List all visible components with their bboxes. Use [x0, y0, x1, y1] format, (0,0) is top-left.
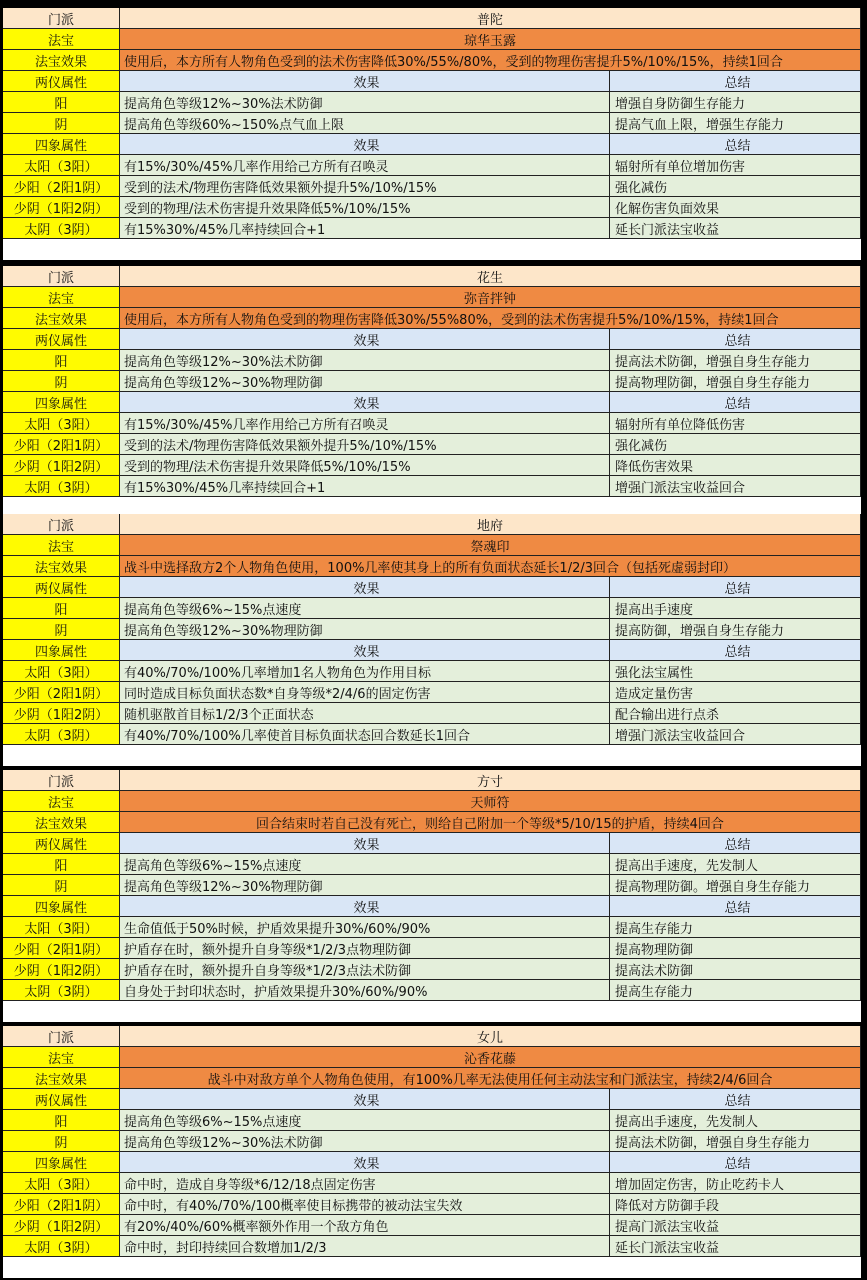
attr-name: 阳: [3, 92, 120, 112]
attr-summary: 强化减伤: [610, 176, 861, 196]
effect-header: 效果: [120, 1089, 610, 1109]
attr-row: [3, 197, 861, 218]
attr-summary: 延长门派法宝收益: [610, 1236, 861, 1256]
attr-name: 少阳（2阳1阴）: [3, 682, 120, 702]
effect-header: 效果: [120, 392, 610, 412]
attr-effect: 命中时，造成自身等级*6/12/18点固定伤害: [120, 1173, 610, 1193]
four-attr-label: 四象属性: [3, 134, 120, 154]
attr-row: [3, 113, 861, 134]
effect-header: 效果: [120, 833, 610, 853]
attr-name: 少阳（2阳1阴）: [3, 434, 120, 454]
attr-row: [3, 959, 861, 980]
treasure-name: 祭魂印: [120, 535, 861, 555]
summary-header: 总结: [610, 833, 861, 853]
summary-header: 总结: [610, 329, 861, 349]
attr-row: [3, 724, 861, 745]
effect-header: 效果: [120, 71, 610, 91]
attr-name: 阴: [3, 875, 120, 895]
treasure-row: [3, 29, 861, 50]
attr-row: [3, 476, 861, 497]
attr-name: 阴: [3, 1131, 120, 1151]
four-attr-header: [3, 1152, 861, 1173]
sect-block: [3, 8, 861, 260]
sect-name: 花生: [120, 266, 861, 286]
treasure-effect-text: 使用后，本方所有人物角色受到的法术伤害降低30%/55%/80%，受到的物理伤害提升5%/10%/15%，持续1回合: [120, 50, 861, 70]
attr-effect: 提高角色等级12%~30%法术防御: [120, 350, 610, 370]
attr-name: 太阳（3阳）: [3, 661, 120, 681]
attr-effect: 自身处于封印状态时，护盾效果提升30%/60%/90%: [120, 980, 610, 1000]
effect-header: 效果: [120, 134, 610, 154]
attr-row: [3, 619, 861, 640]
treasure-name: 天师符: [120, 791, 861, 811]
treasure-row: [3, 1047, 861, 1068]
attr-row: [3, 371, 861, 392]
treasure-name: 沁香花藤: [120, 1047, 861, 1067]
summary-header: 总结: [610, 71, 861, 91]
treasure-row: [3, 287, 861, 308]
treasure-label: 法宝: [3, 287, 120, 307]
attr-row: [3, 434, 861, 455]
sect-row: [3, 1026, 861, 1047]
effect-header: 效果: [120, 577, 610, 597]
attr-summary: 提高门派法宝收益: [610, 1215, 861, 1235]
attr-summary: 提高生存能力: [610, 980, 861, 1000]
summary-header: 总结: [610, 1152, 861, 1172]
attr-name: 太阳（3阳）: [3, 155, 120, 175]
four-attr-label: 四象属性: [3, 640, 120, 660]
attr-name: 少阴（1阳2阴）: [3, 703, 120, 723]
two-attr-header: [3, 71, 861, 92]
sect-block: [3, 514, 861, 766]
summary-header: 总结: [610, 392, 861, 412]
treasure-effect-label: 法宝效果: [3, 812, 120, 832]
attr-effect: 有15%/30%/45%几率作用给己方所有召唤灵: [120, 413, 610, 433]
attr-effect: 提高角色等级12%~30%物理防御: [120, 371, 610, 391]
sect-label: 门派: [3, 8, 120, 28]
attr-name: 阴: [3, 371, 120, 391]
attr-name: 阳: [3, 350, 120, 370]
attr-name: 太阳（3阳）: [3, 413, 120, 433]
sect-block: [3, 770, 861, 1022]
attr-effect: 受到的物理/法术伤害提升效果降低5%/10%/15%: [120, 455, 610, 475]
sect-block: [3, 1026, 861, 1278]
attr-effect: 有15%/30%/45%几率作用给己方所有召唤灵: [120, 155, 610, 175]
attr-summary: 提高出手速度，先发制人: [610, 1110, 861, 1130]
attr-summary: 降低对方防御手段: [610, 1194, 861, 1214]
two-attr-label: 两仪属性: [3, 329, 120, 349]
sect-label: 门派: [3, 514, 120, 534]
attr-name: 少阳（2阳1阴）: [3, 176, 120, 196]
attr-effect: 命中时，有40%/70%/100概率使目标携带的被动法宝失效: [120, 1194, 610, 1214]
attr-name: 少阴（1阳2阴）: [3, 455, 120, 475]
attr-effect: 命中时，封印持续回合数增加1/2/3: [120, 1236, 610, 1256]
attr-row: [3, 1215, 861, 1236]
effect-header: 效果: [120, 640, 610, 660]
attr-row: [3, 218, 861, 239]
attr-summary: 提高物理防御。增强自身生存能力: [610, 875, 861, 895]
attr-effect: 受到的物理/法术伤害提升效果降低5%/10%/15%: [120, 197, 610, 217]
treasure-effect-row: [3, 308, 861, 329]
four-attr-label: 四象属性: [3, 896, 120, 916]
attr-effect: 提高角色等级12%~30%物理防御: [120, 619, 610, 639]
attr-summary: 提高出手速度，先发制人: [610, 854, 861, 874]
attr-name: 太阴（3阴）: [3, 476, 120, 496]
attr-summary: 造成定量伤害: [610, 682, 861, 702]
four-attr-label: 四象属性: [3, 1152, 120, 1172]
attr-effect: 提高角色等级12%~30%法术防御: [120, 1131, 610, 1151]
treasure-effect-label: 法宝效果: [3, 556, 120, 576]
treasure-effect-row: [3, 812, 861, 833]
two-attr-label: 两仪属性: [3, 1089, 120, 1109]
two-attr-header: [3, 577, 861, 598]
attr-summary: 提高法术防御: [610, 959, 861, 979]
treasure-effect-row: [3, 1068, 861, 1089]
attr-row: [3, 1131, 861, 1152]
attr-effect: 受到的法术/物理伤害降低效果额外提升5%/10%/15%: [120, 176, 610, 196]
sect-name: 地府: [120, 514, 861, 534]
attr-row: [3, 682, 861, 703]
attr-summary: 强化减伤: [610, 434, 861, 454]
effect-header: 效果: [120, 896, 610, 916]
attr-summary: 提高气血上限，增强生存能力: [610, 113, 861, 133]
treasure-effect-text: 使用后，本方所有人物角色受到的物理伤害降低30%/55%80%，受到的法术伤害提升5%/10%/15%，持续1回合: [120, 308, 861, 328]
attr-effect: 护盾存在时，额外提升自身等级*1/2/3点物理防御: [120, 938, 610, 958]
sect-label: 门派: [3, 266, 120, 286]
attr-row: [3, 350, 861, 371]
attr-effect: 护盾存在时，额外提升自身等级*1/2/3点法术防御: [120, 959, 610, 979]
attr-summary: 提高物理防御，增强自身生存能力: [610, 371, 861, 391]
attr-effect: 提高角色等级60%~150%点气血上限: [120, 113, 610, 133]
treasure-row: [3, 791, 861, 812]
attr-name: 阴: [3, 619, 120, 639]
treasure-name: 弥音拌钟: [120, 287, 861, 307]
attr-name: 太阴（3阴）: [3, 218, 120, 238]
attr-summary: 增强门派法宝收益回合: [610, 724, 861, 744]
two-attr-header: [3, 329, 861, 350]
treasure-effect-text: 战斗中选择敌方2个人物角色使用，100%几率使其身上的所有负面状态延长1/2/3回合（包括死虚弱封印）: [120, 556, 861, 576]
attr-effect: 生命值低于50%时候，护盾效果提升30%/60%/90%: [120, 917, 610, 937]
attr-row: [3, 917, 861, 938]
attr-effect: 有40%/70%/100%几率增加1名人物角色为作用目标: [120, 661, 610, 681]
summary-header: 总结: [610, 577, 861, 597]
attr-row: [3, 1194, 861, 1215]
two-attr-label: 两仪属性: [3, 71, 120, 91]
two-attr-header: [3, 1089, 861, 1110]
treasure-effect-label: 法宝效果: [3, 1068, 120, 1088]
attr-summary: 提高防御，增强自身生存能力: [610, 619, 861, 639]
treasure-effect-text: 战斗中对敌方单个人物角色使用，有100%几率无法使用任何主动法宝和门派法宝，持续2/4/6回合: [120, 1068, 861, 1088]
attr-name: 阳: [3, 598, 120, 618]
attr-row: [3, 92, 861, 113]
attr-row: [3, 703, 861, 724]
attr-summary: 提高出手速度: [610, 598, 861, 618]
attr-row: [3, 1236, 861, 1257]
attr-summary: 增强自身防御生存能力: [610, 92, 861, 112]
attr-summary: 提高法术防御，增强自身生存能力: [610, 350, 861, 370]
effect-header: 效果: [120, 329, 610, 349]
attr-name: 少阴（1阳2阴）: [3, 197, 120, 217]
attr-summary: 增强门派法宝收益回合: [610, 476, 861, 496]
treasure-label: 法宝: [3, 29, 120, 49]
attr-summary: 提高物理防御: [610, 938, 861, 958]
attr-summary: 降低伤害效果: [610, 455, 861, 475]
effect-header: 效果: [120, 1152, 610, 1172]
summary-header: 总结: [610, 640, 861, 660]
attr-name: 太阳（3阳）: [3, 917, 120, 937]
four-attr-header: [3, 392, 861, 413]
attr-name: 阳: [3, 1110, 120, 1130]
treasure-effect-label: 法宝效果: [3, 50, 120, 70]
attr-name: 少阴（1阳2阴）: [3, 959, 120, 979]
attr-name: 少阳（2阳1阴）: [3, 1194, 120, 1214]
attr-summary: 强化法宝属性: [610, 661, 861, 681]
attr-name: 太阴（3阴）: [3, 1236, 120, 1256]
attr-name: 太阳（3阳）: [3, 1173, 120, 1193]
sect-label: 门派: [3, 1026, 120, 1046]
two-attr-label: 两仪属性: [3, 577, 120, 597]
treasure-effect-row: [3, 556, 861, 577]
sect-name: 女儿: [120, 1026, 861, 1046]
sect-row: [3, 8, 861, 29]
sect-row: [3, 514, 861, 535]
attr-name: 阴: [3, 113, 120, 133]
sect-row: [3, 770, 861, 791]
attr-row: [3, 455, 861, 476]
attr-row: [3, 155, 861, 176]
attr-summary: 提高生存能力: [610, 917, 861, 937]
treasure-label: 法宝: [3, 535, 120, 555]
two-attr-label: 两仪属性: [3, 833, 120, 853]
four-attr-header: [3, 896, 861, 917]
attr-effect: 提高角色等级6%~15%点速度: [120, 1110, 610, 1130]
four-attr-header: [3, 134, 861, 155]
attr-row: [3, 875, 861, 896]
sect-label: 门派: [3, 770, 120, 790]
attr-effect: 受到的法术/物理伤害降低效果额外提升5%/10%/15%: [120, 434, 610, 454]
treasure-effect-row: [3, 50, 861, 71]
attr-summary: 化解伤害负面效果: [610, 197, 861, 217]
attr-row: [3, 176, 861, 197]
attr-row: [3, 980, 861, 1001]
four-attr-header: [3, 640, 861, 661]
two-attr-header: [3, 833, 861, 854]
summary-header: 总结: [610, 1089, 861, 1109]
treasure-row: [3, 535, 861, 556]
attr-effect: 有40%/70%/100%几率使首目标负面状态回合数延长1回合: [120, 724, 610, 744]
treasure-label: 法宝: [3, 1047, 120, 1067]
attr-name: 阳: [3, 854, 120, 874]
summary-header: 总结: [610, 134, 861, 154]
attr-name: 少阴（1阳2阴）: [3, 1215, 120, 1235]
sect-name: 方寸: [120, 770, 861, 790]
attr-name: 少阳（2阳1阴）: [3, 938, 120, 958]
attr-name: 太阴（3阴）: [3, 980, 120, 1000]
attr-effect: 有15%30%/45%几率持续回合+1: [120, 476, 610, 496]
attr-summary: 辐射所有单位降低伤害: [610, 413, 861, 433]
four-attr-label: 四象属性: [3, 392, 120, 412]
treasure-effect-label: 法宝效果: [3, 308, 120, 328]
attr-summary: 增加固定伤害，防止吃药卡人: [610, 1173, 861, 1193]
sect-row: [3, 266, 861, 287]
attr-effect: 提高角色等级12%~30%物理防御: [120, 875, 610, 895]
attr-name: 太阴（3阴）: [3, 724, 120, 744]
attr-effect: 有20%/40%/60%概率额外作用一个敌方角色: [120, 1215, 610, 1235]
attr-row: [3, 1173, 861, 1194]
attr-row: [3, 598, 861, 619]
attr-effect: 同时造成目标负面状态数*自身等级*2/4/6的固定伤害: [120, 682, 610, 702]
attr-effect: 提高角色等级6%~15%点速度: [120, 598, 610, 618]
attr-row: [3, 413, 861, 434]
attr-effect: 随机驱散首目标1/2/3个正面状态: [120, 703, 610, 723]
attr-effect: 提高角色等级12%~30%法术防御: [120, 92, 610, 112]
attr-row: [3, 938, 861, 959]
attr-summary: 延长门派法宝收益: [610, 218, 861, 238]
treasure-name: 琼华玉露: [120, 29, 861, 49]
attr-effect: 有15%30%/45%几率持续回合+1: [120, 218, 610, 238]
sect-block: [3, 266, 861, 518]
attr-effect: 提高角色等级6%~15%点速度: [120, 854, 610, 874]
attr-summary: 提高法术防御，增强自身生存能力: [610, 1131, 861, 1151]
sect-name: 普陀: [120, 8, 861, 28]
attr-summary: 配合输出进行点杀: [610, 703, 861, 723]
summary-header: 总结: [610, 896, 861, 916]
attr-row: [3, 1110, 861, 1131]
attr-row: [3, 854, 861, 875]
treasure-label: 法宝: [3, 791, 120, 811]
attr-row: [3, 661, 861, 682]
treasure-effect-text: 回合结束时若自己没有死亡，则给自己附加一个等级*5/10/15的护盾，持续4回合: [120, 812, 861, 832]
attr-summary: 辐射所有单位增加伤害: [610, 155, 861, 175]
